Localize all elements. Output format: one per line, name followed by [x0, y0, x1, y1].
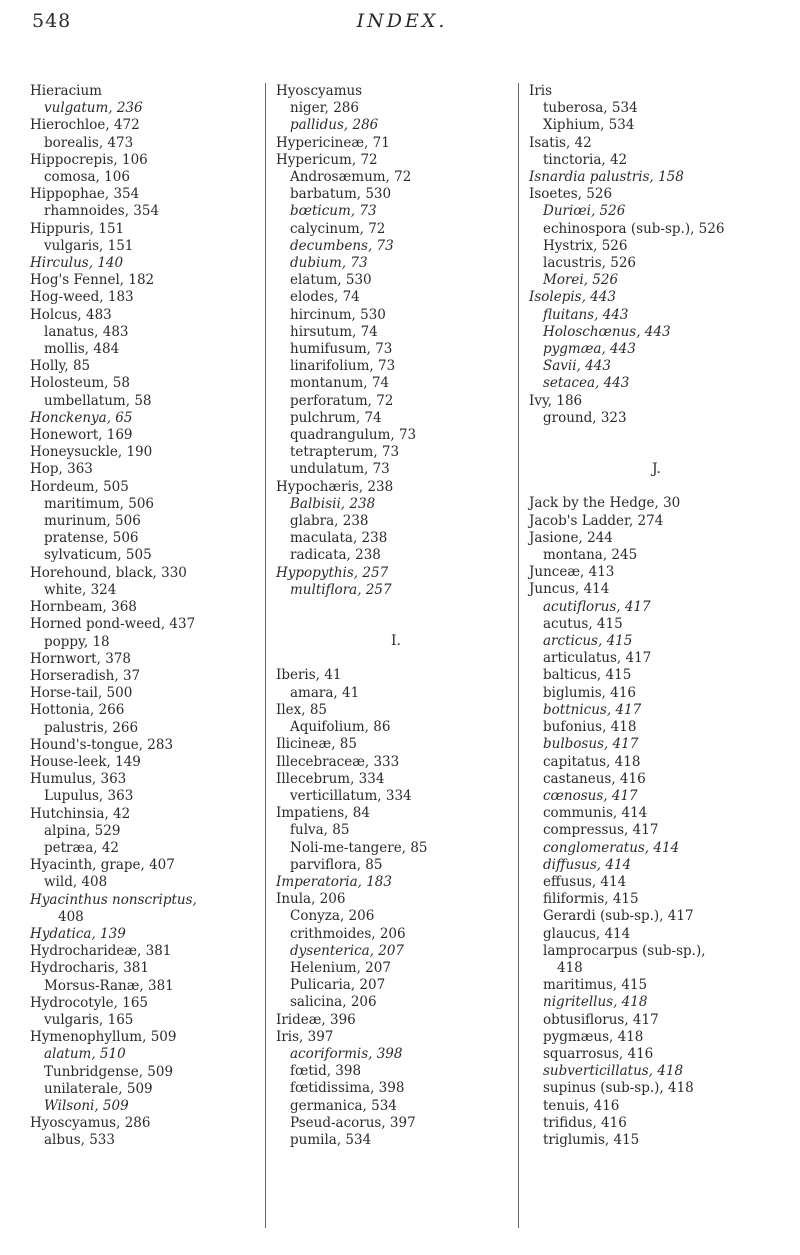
- index-subentry: perforatum, 72: [290, 392, 394, 409]
- index-entry: Iris: [529, 83, 553, 99]
- index-subentry: arcticus, 415: [543, 633, 633, 650]
- index-subentry: elodes, 74: [290, 289, 360, 306]
- index-column-3: [518, 83, 784, 1228]
- index-subentry: diffusus, 414: [543, 856, 632, 873]
- running-title: INDEX.: [356, 10, 448, 32]
- index-subentry: verticillatum, 334: [290, 787, 412, 804]
- index-subentry: hircinum, 530: [290, 306, 386, 323]
- index-subentry: undulatum, 73: [290, 461, 390, 478]
- index-entry: Hutchinsia, 42: [30, 805, 131, 822]
- index-entry: Inula, 206: [276, 891, 346, 908]
- index-entry: Holly, 85: [30, 358, 91, 375]
- index-entry: Juncus, 414: [529, 581, 610, 598]
- index-entry: Isolepis, 443: [529, 289, 616, 306]
- index-subentry: parviflora, 85: [290, 856, 383, 873]
- index-entry: Isnardia palustris, 158: [529, 169, 684, 186]
- index-entry: Hierochloe, 472: [30, 117, 140, 134]
- index-subentry: tenuis, 416: [543, 1097, 620, 1114]
- index-entry: Jack by the Hedge, 30: [529, 495, 681, 512]
- index-entry: Horse-tail, 500: [30, 685, 133, 702]
- index-subentry: bufonius, 418: [543, 719, 637, 736]
- index-subentry: radicata, 238: [290, 547, 381, 564]
- index-entry: Holcus, 483: [30, 306, 112, 323]
- index-subentry: ground, 323: [543, 409, 627, 426]
- index-entry: Hottonia, 266: [30, 702, 125, 719]
- index-subentry: conglomeratus, 414: [543, 839, 680, 856]
- index-subentry: vulgaris, 151: [44, 237, 134, 254]
- index-subentry: lanatus, 483: [44, 323, 129, 340]
- index-entry: Hog's Fennel, 182: [30, 272, 155, 289]
- index-subentry: acutus, 415: [543, 615, 623, 632]
- index-subentry: pygmæa, 443: [543, 341, 636, 358]
- index-subentry: niger, 286: [290, 100, 359, 117]
- index-subentry: maritimum, 506: [44, 495, 155, 512]
- index-entry: Hippuris, 151: [30, 220, 125, 237]
- index-subentry: umbellatum, 58: [44, 392, 152, 409]
- index-subentry: Savii, 443: [543, 358, 611, 375]
- index-subentry: squarrosus, 416: [543, 1045, 654, 1062]
- index-subentry: poppy, 18: [44, 633, 110, 650]
- index-subentry: Tunbridgense, 509: [44, 1063, 174, 1080]
- index-subentry: articulatus, 417: [543, 650, 652, 667]
- index-subentry: white, 324: [44, 581, 117, 598]
- index-subentry: vulgatum, 236: [44, 100, 143, 117]
- index-subentry: maritimus, 415: [543, 977, 648, 994]
- index-subentry: montanum, 74: [290, 375, 390, 392]
- index-subentry: cœnosus, 417: [543, 787, 638, 804]
- index-entry: Horehound, black, 330: [30, 564, 187, 581]
- section-letter: J.: [652, 461, 661, 478]
- spacer: [276, 599, 516, 616]
- index-subentry: dysenterica, 207: [290, 942, 405, 959]
- index-entry: Hieracium: [30, 83, 102, 99]
- index-subentry: barbatum, 530: [290, 186, 392, 203]
- index-entry: Jasione, 244: [529, 529, 613, 546]
- index-entry: Hyacinth, grape, 407: [30, 857, 175, 874]
- index-subentry: compressus, 417: [543, 822, 659, 839]
- index-subentry: vulgaris, 165: [44, 1011, 134, 1028]
- spacer: [529, 427, 784, 444]
- index-entry: Iberis, 41: [276, 667, 342, 684]
- index-subentry: crithmoides, 206: [290, 925, 406, 942]
- index-entry: Hop, 363: [30, 461, 93, 478]
- index-subentry: Aquifolium, 86: [290, 719, 391, 736]
- index-subentry: tuberosa, 534: [543, 100, 638, 117]
- index-entry: Isoetes, 526: [529, 186, 613, 203]
- index-subentry: amara, 41: [290, 684, 360, 701]
- index-subentry: dubium, 73: [290, 255, 368, 272]
- index-entry: Hypericineæ, 71: [276, 134, 390, 151]
- index-subentry: salicina, 206: [290, 994, 377, 1011]
- index-subentry: rhamnoides, 354: [44, 203, 160, 220]
- index-entry: Hymenophyllum, 509: [30, 1029, 177, 1046]
- index-entry: House-leek, 149: [30, 753, 141, 770]
- index-entry: Hypochæris, 238: [276, 478, 394, 495]
- index-subentry: pallidus, 286: [290, 117, 379, 134]
- index-entry: Hordeum, 505: [30, 478, 129, 495]
- index-subentry: glaucus, 414: [543, 925, 631, 942]
- index-entry: Honewort, 169: [30, 427, 133, 444]
- index-entry: Hound's-tongue, 283: [30, 736, 174, 753]
- index-subentry: supinus (sub-sp.), 418: [543, 1080, 694, 1097]
- index-entry: Jacob's Ladder, 274: [529, 512, 664, 529]
- index-subentry: Xiphium, 534: [543, 117, 635, 134]
- index-subentry: Gerardi (sub-sp.), 417: [543, 908, 694, 925]
- index-entry: Hornwort, 378: [30, 650, 131, 667]
- index-subentry: pygmæus, 418: [543, 1028, 644, 1045]
- index-subentry: echinospora (sub-sp.), 526: [543, 220, 725, 237]
- index-entry: Isatis, 42: [529, 134, 592, 151]
- index-subentry: bœticum, 73: [290, 203, 377, 220]
- index-subentry: borealis, 473: [44, 134, 134, 151]
- index-subentry: acutiflorus, 417: [543, 598, 651, 615]
- index-entry: Humulus, 363: [30, 771, 127, 788]
- index-subentry: elatum, 530: [290, 272, 372, 289]
- index-subentry: fulva, 85: [290, 822, 350, 839]
- index-subentry: Morei, 526: [543, 272, 619, 289]
- index-subentry: Duriœi, 526: [543, 203, 626, 220]
- index-subentry: petræa, 42: [44, 839, 120, 856]
- index-subentry: pumila, 534: [290, 1131, 372, 1148]
- index-subentry: Wilsoni, 509: [44, 1097, 129, 1114]
- index-subentry: sylvaticum, 505: [44, 547, 152, 564]
- index-subentry: Helenium, 207: [290, 959, 391, 976]
- index-entry: Iris, 397: [276, 1028, 334, 1045]
- index-subentry: comosa, 106: [44, 169, 130, 186]
- index-entry: Horseradish, 37: [30, 667, 141, 684]
- index-subentry: humifusum, 73: [290, 341, 393, 358]
- section-letter: I.: [391, 633, 401, 650]
- index-subentry: castaneus, 416: [543, 770, 646, 787]
- index-subentry: albus, 533: [44, 1132, 115, 1149]
- index-entry: Hippocrepis, 106: [30, 151, 148, 168]
- index-entry: Impatiens, 84: [276, 805, 370, 822]
- index-entry: Hog-weed, 183: [30, 289, 134, 306]
- index-entry: Honeysuckle, 190: [30, 444, 153, 461]
- index-subentry: tinctoria, 42: [543, 151, 628, 168]
- index-entry: Ilicineæ, 85: [276, 736, 357, 753]
- index-subentry: Pseud-acorus, 397: [290, 1114, 416, 1131]
- index-subentry: multiflora, 257: [290, 581, 392, 598]
- index-subentry: maculata, 238: [290, 530, 388, 547]
- index-subentry: glabra, 238: [290, 513, 369, 530]
- index-entry: Illecebrum, 334: [276, 770, 385, 787]
- index-subentry: lacustris, 526: [543, 255, 637, 272]
- index-subentry: alpina, 529: [44, 822, 121, 839]
- index-entry: Hyacinthus nonscriptus,: [30, 891, 197, 908]
- index-entry: Hyoscyamus: [276, 83, 363, 99]
- index-subentry: mollis, 484: [44, 341, 120, 358]
- index-subentry: germanica, 534: [290, 1097, 397, 1114]
- index-subentry: murinum, 506: [44, 513, 141, 530]
- index-subentry: trifidus, 416: [543, 1114, 627, 1131]
- index-subentry: nigritellus, 418: [543, 994, 648, 1011]
- index-entry: Illecebraceæ, 333: [276, 753, 400, 770]
- index-entry: Horned pond-weed, 437: [30, 616, 196, 633]
- index-subentry: unilaterale, 509: [44, 1080, 153, 1097]
- index-subentry: acoriformis, 398: [290, 1045, 403, 1062]
- index-subentry: capitatus, 418: [543, 753, 641, 770]
- index-entry: Hornbeam, 368: [30, 599, 137, 616]
- index-subentry: subverticillatus, 418: [543, 1063, 684, 1080]
- index-subentry: communis, 414: [543, 805, 648, 822]
- index-entry: Hydrocharideæ, 381: [30, 943, 172, 960]
- index-entry: Hyoscyamus, 286: [30, 1115, 151, 1132]
- index-subentry: Lupulus, 363: [44, 788, 134, 805]
- index-entry: Junceæ, 413: [529, 564, 615, 581]
- index-subentry: bulbosus, 417: [543, 736, 639, 753]
- index-subentry: quadrangulum, 73: [290, 427, 417, 444]
- index-subentry: setacea, 443: [543, 375, 630, 392]
- index-column-1: [30, 83, 255, 1150]
- index-subentry: montana, 245: [543, 547, 638, 564]
- index-subentry: Androsæmum, 72: [290, 169, 412, 186]
- index-subentry: Noli-me-tangere, 85: [290, 839, 428, 856]
- index-subentry: decumbens, 73: [290, 237, 394, 254]
- index-subentry: Hystrix, 526: [543, 237, 628, 254]
- index-entry: Hypopythis, 257: [276, 564, 389, 581]
- index-entry: Imperatoria, 183: [276, 873, 392, 890]
- index-subentry: fluitans, 443: [543, 306, 629, 323]
- index-subentry: filiformis, 415: [543, 891, 639, 908]
- index-subentry: Balbisii, 238: [290, 495, 376, 512]
- index-subentry: alatum, 510: [44, 1046, 126, 1063]
- index-subentry: triglumis, 415: [543, 1131, 640, 1148]
- index-subentry: calycinum, 72: [290, 220, 386, 237]
- index-subentry: 418: [557, 959, 583, 976]
- index-subentry: Morsus-Ranæ, 381: [44, 977, 174, 994]
- index-subentry: obtusiflorus, 417: [543, 1011, 659, 1028]
- index-subentry: Pulicaria, 207: [290, 977, 386, 994]
- page-header: [32, 6, 772, 40]
- index-entry: Honckenya, 65: [30, 409, 133, 426]
- index-subentry: lamprocarpus (sub-sp.),: [543, 942, 706, 959]
- index-subentry: wild, 408: [44, 874, 108, 891]
- index-subentry: Holoschœnus, 443: [543, 323, 671, 340]
- index-subentry: balticus, 415: [543, 667, 632, 684]
- index-subentry: linarifolium, 73: [290, 358, 396, 375]
- index-subentry: pratense, 506: [44, 530, 139, 547]
- index-subentry: tetrapterum, 73: [290, 444, 400, 461]
- index-subentry: Conyza, 206: [290, 908, 375, 925]
- index-entry: Hydatica, 139: [30, 925, 126, 942]
- index-column-2: [265, 83, 516, 1228]
- index-entry: Ivy, 186: [529, 392, 583, 409]
- index-entry: Hippophae, 354: [30, 186, 140, 203]
- index-entry: Irideæ, 396: [276, 1011, 356, 1028]
- index-entry: Holosteum, 58: [30, 375, 130, 392]
- index-entry: Hydrocotyle, 165: [30, 994, 149, 1011]
- index-subentry: effusus, 414: [543, 873, 627, 890]
- index-subentry: hirsutum, 74: [290, 323, 378, 340]
- index-subentry: palustris, 266: [44, 719, 139, 736]
- index-subentry: biglumis, 416: [543, 684, 637, 701]
- index-subentry: fœtidissima, 398: [290, 1080, 405, 1097]
- index-entry: Hirculus, 140: [30, 255, 124, 272]
- index-subentry: 408: [58, 908, 84, 925]
- index-entry: Ilex, 85: [276, 701, 328, 718]
- index-subentry: fœtid, 398: [290, 1063, 362, 1080]
- index-entry: Hypericum, 72: [276, 151, 378, 168]
- page-number: 548: [32, 10, 72, 32]
- index-entry: Hydrocharis, 381: [30, 960, 149, 977]
- index-subentry: pulchrum, 74: [290, 409, 382, 426]
- index-subentry: bottnicus, 417: [543, 701, 642, 718]
